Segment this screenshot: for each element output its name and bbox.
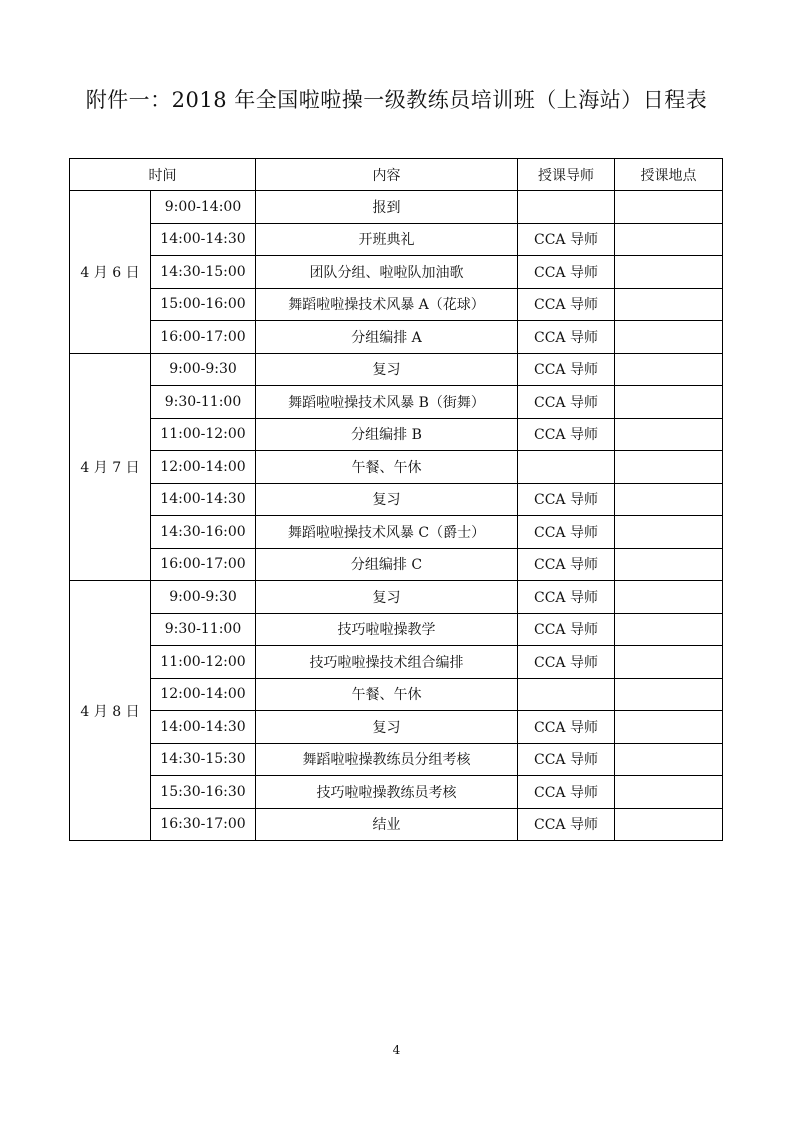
date-cell: 4 月 6 日	[70, 191, 151, 354]
place-cell	[615, 256, 723, 289]
content-cell: 午餐、午休	[256, 678, 518, 711]
time-cell: 14:30-15:00	[151, 256, 256, 289]
teacher-cell: CCA 导师	[518, 256, 615, 289]
page-number: 4	[392, 1043, 401, 1057]
table-row	[70, 256, 723, 289]
time-cell: 16:00-17:00	[151, 548, 256, 581]
teacher-cell: CCA 导师	[518, 418, 615, 451]
teacher-cell	[518, 191, 615, 224]
table-row	[70, 581, 723, 614]
header-time: 时间	[70, 159, 256, 191]
table-row	[70, 353, 723, 386]
document-title: 附件一：2018 年全国啦啦操一级教练员培训班（上海站）日程表	[85, 88, 708, 112]
place-cell	[615, 516, 723, 549]
content-cell: 分组编排 B	[256, 418, 518, 451]
teacher-cell: CCA 导师	[518, 288, 615, 321]
table-row	[70, 743, 723, 776]
schedule-body	[70, 191, 723, 841]
teacher-cell	[518, 451, 615, 484]
table-row	[70, 288, 723, 321]
content-cell: 舞蹈啦啦操教练员分组考核	[256, 743, 518, 776]
time-cell: 9:00-9:30	[151, 353, 256, 386]
content-cell: 复习	[256, 581, 518, 614]
place-cell	[615, 808, 723, 841]
time-cell: 14:30-15:30	[151, 743, 256, 776]
time-cell: 15:00-16:00	[151, 288, 256, 321]
teacher-cell	[518, 678, 615, 711]
teacher-cell: CCA 导师	[518, 808, 615, 841]
place-cell	[615, 418, 723, 451]
place-cell	[615, 678, 723, 711]
place-cell	[615, 321, 723, 354]
teacher-cell: CCA 导师	[518, 646, 615, 679]
table-row	[70, 223, 723, 256]
header-place: 授课地点	[615, 159, 723, 191]
time-cell: 14:00-14:30	[151, 223, 256, 256]
table-row	[70, 613, 723, 646]
teacher-cell: CCA 导师	[518, 743, 615, 776]
place-cell	[615, 776, 723, 809]
place-cell	[615, 223, 723, 256]
content-cell: 技巧啦啦操教学	[256, 613, 518, 646]
place-cell	[615, 288, 723, 321]
content-cell: 分组编排 A	[256, 321, 518, 354]
content-cell: 舞蹈啦啦操技术风暴 C（爵士）	[256, 516, 518, 549]
schedule-table	[69, 158, 723, 841]
table-row	[70, 808, 723, 841]
table-row	[70, 516, 723, 549]
teacher-cell: CCA 导师	[518, 223, 615, 256]
place-cell	[615, 711, 723, 744]
content-cell: 分组编排 C	[256, 548, 518, 581]
place-cell	[615, 743, 723, 776]
content-cell: 结业	[256, 808, 518, 841]
time-cell: 15:30-16:30	[151, 776, 256, 809]
content-cell: 技巧啦啦操教练员考核	[256, 776, 518, 809]
time-cell: 14:00-14:30	[151, 483, 256, 516]
table-row	[70, 321, 723, 354]
time-cell: 16:00-17:00	[151, 321, 256, 354]
teacher-cell: CCA 导师	[518, 386, 615, 419]
place-cell	[615, 483, 723, 516]
table-row	[70, 386, 723, 419]
table-row	[70, 418, 723, 451]
place-cell	[615, 353, 723, 386]
teacher-cell: CCA 导师	[518, 516, 615, 549]
table-row	[70, 483, 723, 516]
place-cell	[615, 386, 723, 419]
teacher-cell: CCA 导师	[518, 776, 615, 809]
content-cell: 报到	[256, 191, 518, 224]
table-row	[70, 678, 723, 711]
content-cell: 复习	[256, 353, 518, 386]
content-cell: 午餐、午休	[256, 451, 518, 484]
teacher-cell: CCA 导师	[518, 353, 615, 386]
table-row	[70, 191, 723, 224]
time-cell: 16:30-17:00	[151, 808, 256, 841]
table-row	[70, 548, 723, 581]
content-cell: 舞蹈啦啦操技术风暴 A（花球）	[256, 288, 518, 321]
teacher-cell: CCA 导师	[518, 321, 615, 354]
table-row	[70, 711, 723, 744]
teacher-cell: CCA 导师	[518, 483, 615, 516]
date-cell: 4 月 8 日	[70, 581, 151, 841]
content-cell: 复习	[256, 483, 518, 516]
table-row	[70, 646, 723, 679]
time-cell: 14:00-14:30	[151, 711, 256, 744]
table-row	[70, 776, 723, 809]
time-cell: 14:30-16:00	[151, 516, 256, 549]
content-cell: 开班典礼	[256, 223, 518, 256]
time-cell: 11:00-12:00	[151, 418, 256, 451]
teacher-cell: CCA 导师	[518, 711, 615, 744]
place-cell	[615, 646, 723, 679]
place-cell	[615, 451, 723, 484]
place-cell	[615, 581, 723, 614]
time-cell: 12:00-14:00	[151, 451, 256, 484]
place-cell	[615, 613, 723, 646]
time-cell: 9:00-14:00	[151, 191, 256, 224]
date-cell: 4 月 7 日	[70, 353, 151, 581]
content-cell: 舞蹈啦啦操技术风暴 B（街舞）	[256, 386, 518, 419]
time-cell: 9:30-11:00	[151, 386, 256, 419]
teacher-cell: CCA 导师	[518, 581, 615, 614]
time-cell: 11:00-12:00	[151, 646, 256, 679]
header-row	[70, 159, 723, 191]
place-cell	[615, 191, 723, 224]
content-cell: 团队分组、啦啦队加油歌	[256, 256, 518, 289]
time-cell: 9:00-9:30	[151, 581, 256, 614]
time-cell: 12:00-14:00	[151, 678, 256, 711]
teacher-cell: CCA 导师	[518, 548, 615, 581]
header-teacher: 授课导师	[518, 159, 615, 191]
header-content: 内容	[256, 159, 518, 191]
time-cell: 9:30-11:00	[151, 613, 256, 646]
content-cell: 技巧啦啦操技术组合编排	[256, 646, 518, 679]
teacher-cell: CCA 导师	[518, 613, 615, 646]
table-row	[70, 451, 723, 484]
content-cell: 复习	[256, 711, 518, 744]
place-cell	[615, 548, 723, 581]
